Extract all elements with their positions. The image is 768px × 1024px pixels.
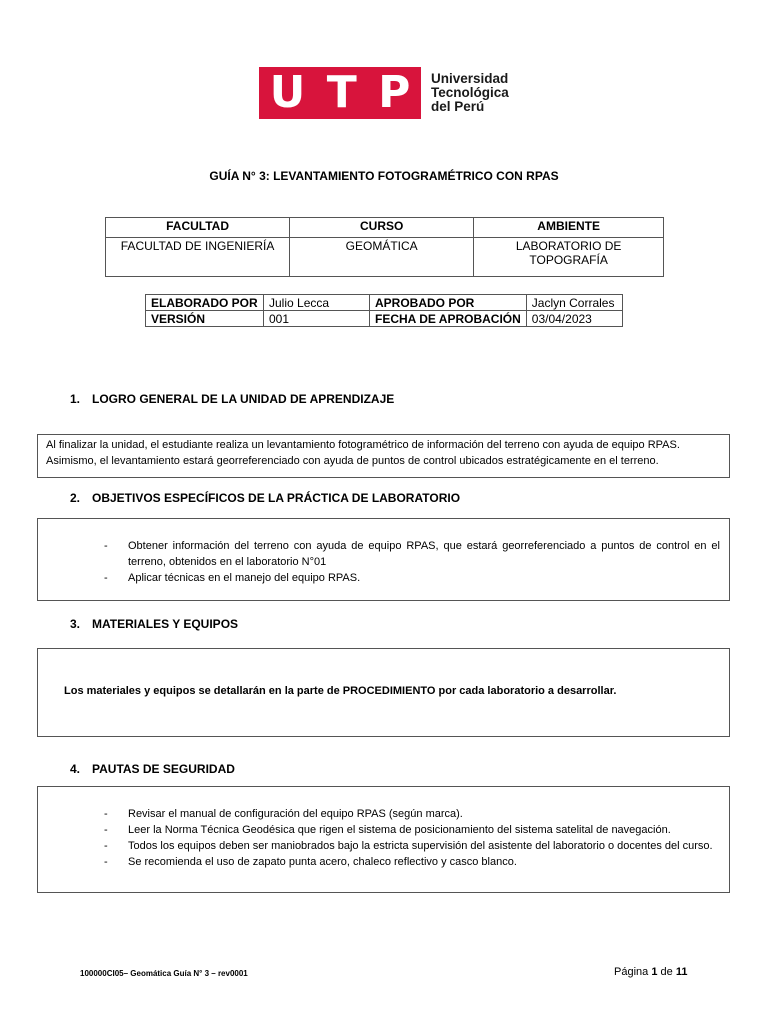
fecha-value: 03/04/2023: [526, 311, 622, 327]
header-facultad: FACULTAD: [106, 218, 290, 238]
section-number: 3.: [70, 617, 81, 631]
list-item: - Revisar el manual de configuración del equipo RPAS (según marca).: [104, 808, 463, 820]
aprobado-value: Jaclyn Corrales: [526, 295, 622, 311]
section-3-heading: [70, 617, 238, 631]
header-curso: CURSO: [290, 218, 474, 238]
page-current: 1: [651, 966, 658, 978]
section-1-box: [37, 434, 730, 478]
document-meta-table: [145, 294, 623, 327]
section-title: LOGRO GENERAL DE LA UNIDAD DE APRENDIZAJE: [92, 392, 395, 406]
list-item: - Todos los equipos deben ser maniobrados bajo la estricta supervisión del asistente del laboratorio o docentes del curso.: [104, 840, 713, 852]
list-item: - Aplicar técnicas en el manejo del equipo RPAS.: [104, 572, 361, 584]
safety-list: [101, 806, 720, 870]
section-3-box: [37, 648, 730, 737]
logo-university-name: [431, 72, 509, 114]
section-title: PAUTAS DE SEGURIDAD: [92, 762, 235, 776]
section-number: 1.: [70, 392, 81, 406]
section-1-heading: [70, 392, 394, 406]
value-ambiente: LABORATORIO DE TOPOGRAFÍA: [474, 238, 664, 277]
section-title: MATERIALES Y EQUIPOS: [92, 617, 239, 631]
section-4-heading: [70, 762, 235, 776]
logo-box: [259, 67, 421, 119]
utp-logo: [259, 67, 529, 119]
section-2-box: [37, 518, 730, 601]
course-info-table: [105, 217, 664, 277]
logo-name-line: Tecnológica: [431, 85, 509, 100]
section-3-text: Los materiales y equipos se detallarán en la parte de PROCEDIMIENTO por cada laboratorio a desarrollar.: [64, 685, 617, 697]
elaborado-label: ELABORADO POR: [146, 295, 264, 311]
document-title: GUÍA N° 3: LEVANTAMIENTO FOTOGRAMÉTRICO CON RPAS: [209, 169, 559, 183]
footer-page-number: [614, 966, 687, 978]
logo-letter-p: P: [378, 67, 411, 118]
value-facultad: FACULTAD DE INGENIERÍA: [106, 238, 290, 277]
page-total: 11: [675, 966, 688, 978]
section-4-box: [37, 786, 730, 893]
footer-doc-code: 100000CI05– Geomática Guía N° 3 – rev0001: [80, 969, 248, 978]
list-item: - Se recomienda el uso de zapato punta acero, chaleco reflectivo y casco blanco.: [104, 856, 517, 868]
objectives-list: [101, 538, 720, 586]
value-curso: GEOMÁTICA: [290, 238, 474, 277]
version-value: 001: [264, 311, 370, 327]
list-item: - Obtener información del terreno con ayuda de equipo RPAS, que estará georreferenciado a puntos de control en el terreno, obtenidos en el laboratorio N°01: [104, 540, 720, 568]
logo-name-line: del Perú: [431, 99, 485, 114]
list-item: - Leer la Norma Técnica Geodésica que rigen el sistema de posicionamiento del sistema satelital de navegación.: [104, 824, 671, 836]
section-1-text: Al finalizar la unidad, el estudiante realiza un levantamiento fotogramétrico de información del terreno con ayuda de equipo RPAS. Asimismo, el levantamiento estará georreferenciado con ayuda de puntos de control ubicados estratégicamente en el terreno.: [46, 439, 680, 467]
section-number: 2.: [70, 491, 81, 505]
page-of: de: [660, 966, 673, 978]
elaborado-value: Julio Lecca: [264, 295, 370, 311]
section-title: OBJETIVOS ESPECÍFICOS DE LA PRÁCTICA DE LABORATORIO: [92, 491, 461, 505]
header-ambiente: AMBIENTE: [474, 218, 664, 238]
logo-letter-t: T: [326, 67, 357, 118]
page-label: Página: [614, 966, 649, 978]
section-2-heading: [70, 491, 460, 505]
section-number: 4.: [70, 762, 81, 776]
fecha-label: FECHA DE APROBACIÓN: [370, 311, 527, 327]
logo-letter-u: U: [269, 67, 306, 118]
logo-name-line: Universidad: [431, 71, 509, 86]
version-label: VERSIÓN: [146, 311, 264, 327]
aprobado-label: APROBADO POR: [370, 295, 527, 311]
